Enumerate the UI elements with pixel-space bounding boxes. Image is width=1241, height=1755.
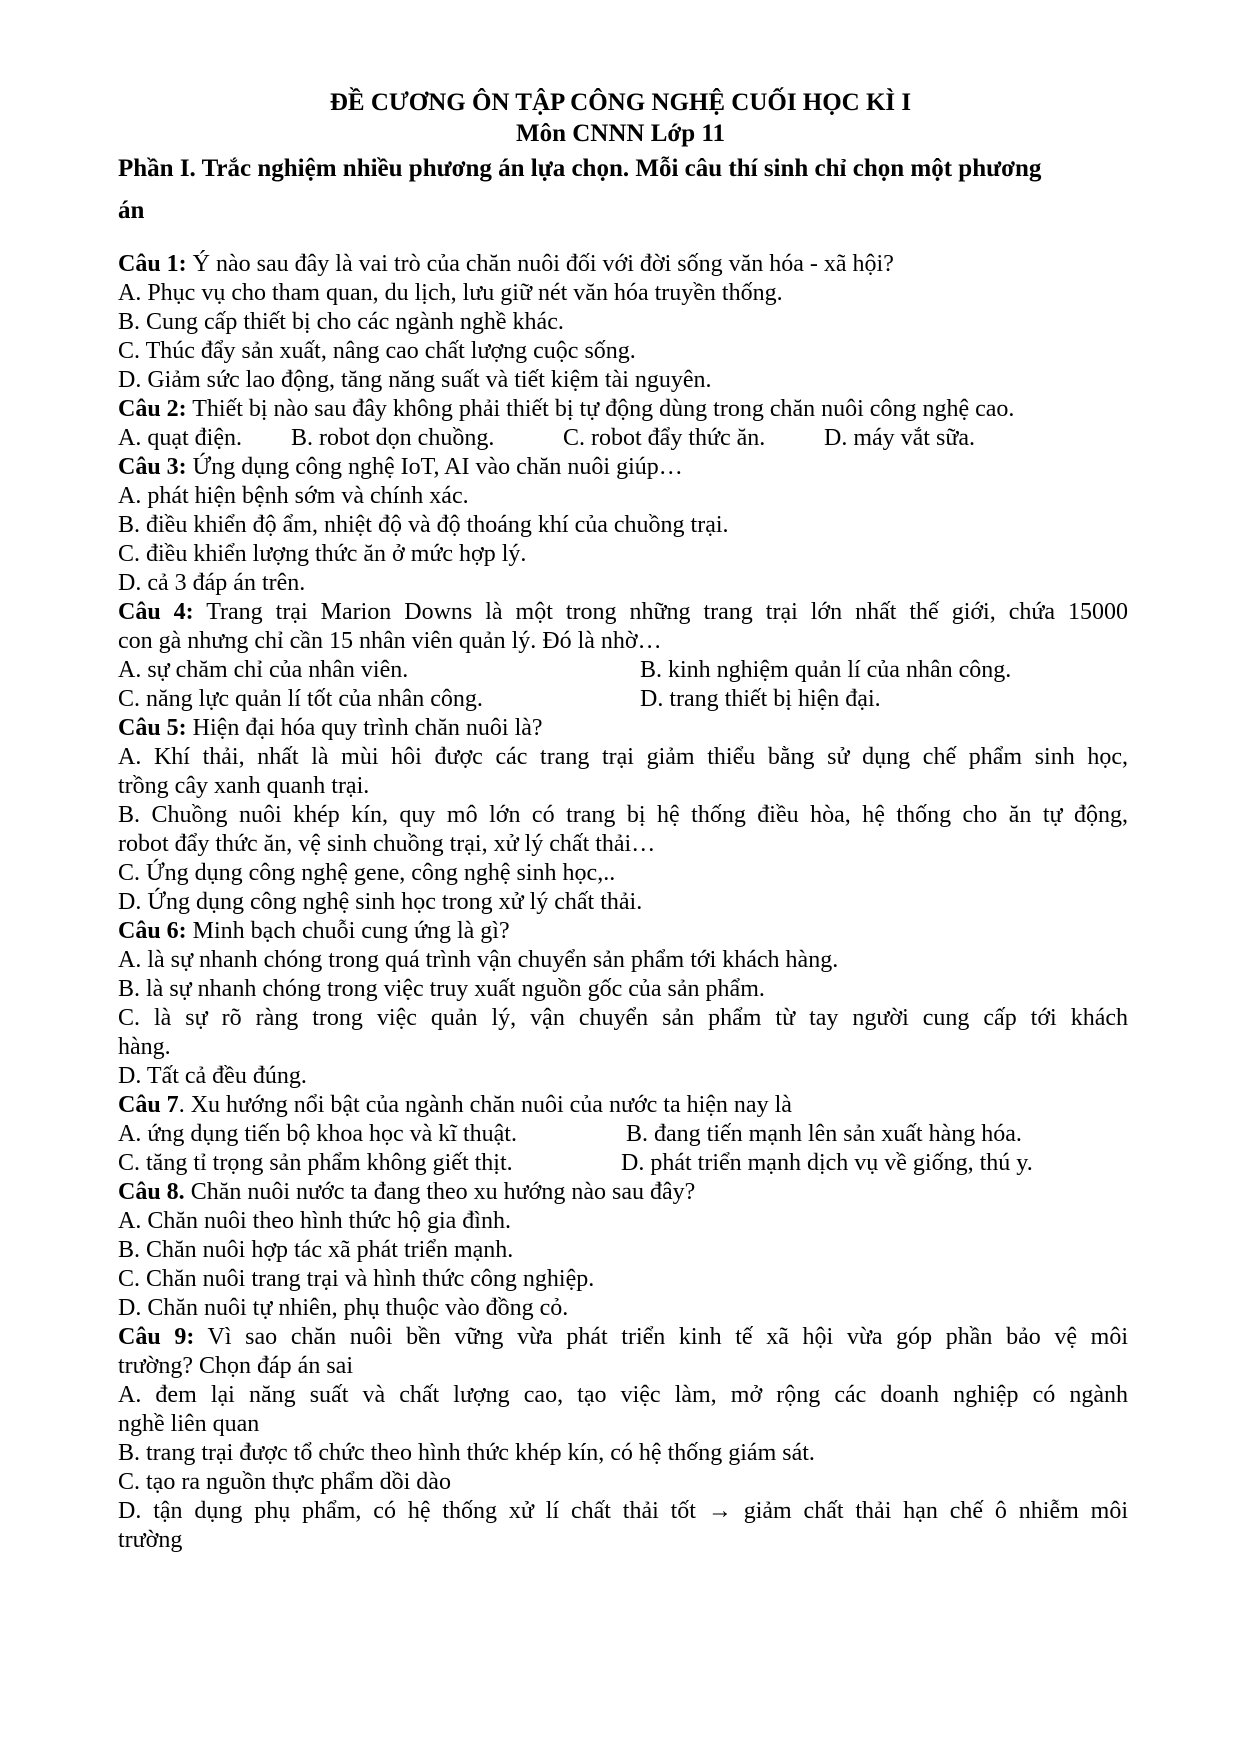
- answer-option-cont: robot đẩy thức ăn, vệ sinh chuồng trại, xử lý chất thải…: [118, 831, 656, 857]
- question-label: Câu 3:: [118, 454, 187, 480]
- answer-option: D. tận dụng phụ phẩm, có hệ thống xử lí chất thải tốt → giảm chất thải hạn chế ô nhiễm môi: [118, 1498, 1128, 1524]
- question-text: Ứng dụng công nghệ IoT, AI vào chăn nuôi giúp…: [186, 454, 683, 480]
- answer-option: B. Cung cấp thiết bị cho các ngành nghề khác.: [118, 309, 564, 335]
- answer-option: B. đang tiến mạnh lên sản xuất hàng hóa.: [626, 1121, 1022, 1147]
- answer-option: D. Tất cả đều đúng.: [118, 1063, 307, 1089]
- answer-option: C. robot đẩy thức ăn.: [563, 425, 766, 451]
- question-1: [118, 249, 1128, 279]
- answer-option: A. đem lại năng suất và chất lượng cao, tạo việc làm, mở rộng các doanh nghiệp có ngành: [118, 1382, 1128, 1408]
- question-text: . Xu hướng nổi bật của ngành chăn nuôi của nước ta hiện nay là: [178, 1092, 792, 1118]
- question-3: [118, 452, 1128, 482]
- answer-option: D. trang thiết bị hiện đại.: [640, 686, 881, 712]
- answer-option: C. năng lực quản lí tốt của nhân công.: [118, 686, 483, 712]
- answer-option: C. tạo ra nguồn thực phẩm dồi dào: [118, 1469, 451, 1495]
- question-text: Ý nào sau đây là vai trò của chăn nuôi đối với đời sống văn hóa - xã hội?: [186, 251, 894, 277]
- question-5: [118, 713, 1128, 743]
- answer-option: C. Thúc đẩy sản xuất, nâng cao chất lượng cuộc sống.: [118, 338, 636, 364]
- answer-option: D. phát triển mạnh dịch vụ về giống, thú y.: [621, 1150, 1033, 1176]
- question-7: [118, 1090, 1128, 1120]
- answer-option: A. Khí thải, nhất là mùi hôi được các trang trại giảm thiểu bằng sử dụng chế phẩm sinh học,: [118, 744, 1128, 770]
- part-heading-line2: án: [118, 197, 145, 224]
- answer-option-cont: nghề liên quan: [118, 1411, 260, 1437]
- question-label: Câu 5:: [118, 715, 187, 741]
- answer-option: B. Chăn nuôi hợp tác xã phát triển mạnh.: [118, 1237, 514, 1263]
- answer-option: A. Chăn nuôi theo hình thức hộ gia đình.: [118, 1208, 511, 1234]
- question-8: [118, 1177, 1128, 1207]
- answer-option: D. Chăn nuôi tự nhiên, phụ thuộc vào đồng cỏ.: [118, 1295, 569, 1321]
- document-subtitle: Môn CNNN Lớp 11: [515, 120, 725, 147]
- answer-option: A. phát hiện bệnh sớm và chính xác.: [118, 483, 469, 509]
- question-label: Câu 7: [118, 1092, 179, 1118]
- answer-option: B. trang trại được tổ chức theo hình thức khép kín, có hệ thống giám sát.: [118, 1440, 815, 1466]
- question-text: Thiết bị nào sau đây không phải thiết bị tự động dùng trong chăn nuôi công nghệ cao.: [186, 396, 1015, 422]
- question-label: Câu 4:: [118, 599, 194, 625]
- question-label: Câu 1:: [118, 251, 187, 277]
- answer-option-cont: trường: [118, 1527, 183, 1553]
- answer-option: B. điều khiển độ ẩm, nhiệt độ và độ thoáng khí của chuồng trại.: [118, 512, 729, 538]
- question-text: Vì sao chăn nuôi bền vững vừa phát triển kinh tế xã hội vừa góp phần bảo vệ môi: [194, 1324, 1129, 1350]
- answer-option: D. Giảm sức lao động, tăng năng suất và tiết kiệm tài nguyên.: [118, 367, 712, 393]
- answer-option: C. Ứng dụng công nghệ gene, công nghệ sinh học,..: [118, 860, 616, 886]
- part-heading-line1: Phần I. Trắc nghiệm nhiều phương án lựa chọn. Mỗi câu thí sinh chỉ chọn một phương: [118, 155, 1042, 182]
- answer-option: B. là sự nhanh chóng trong việc truy xuất nguồn gốc của sản phẩm.: [118, 976, 765, 1002]
- answer-option-cont: trồng cây xanh quanh trại.: [118, 773, 370, 799]
- answer-option: D. máy vắt sữa.: [824, 425, 975, 451]
- question-label: Câu 8.: [118, 1179, 185, 1205]
- question-6: [118, 916, 1128, 946]
- answer-option: A. Phục vụ cho tham quan, du lịch, lưu giữ nét văn hóa truyền thống.: [118, 280, 783, 306]
- answer-option: A. quạt điện.: [118, 425, 242, 451]
- answer-option: B. Chuồng nuôi khép kín, quy mô lớn có trang bị hệ thống điều hòa, hệ thống cho ăn tự động,: [118, 802, 1128, 828]
- question-9: [118, 1322, 1128, 1352]
- answer-option: A. là sự nhanh chóng trong quá trình vận chuyển sản phẩm tới khách hàng.: [118, 947, 839, 973]
- answer-option: C. Chăn nuôi trang trại và hình thức công nghiệp.: [118, 1266, 595, 1292]
- answer-option: B. robot dọn chuồng.: [291, 425, 495, 451]
- document-title: ĐỀ CƯƠNG ÔN TẬP CÔNG NGHỆ CUỐI HỌC KÌ I: [329, 89, 912, 116]
- question-label: Câu 6:: [118, 918, 187, 944]
- question-4: [118, 597, 1128, 627]
- question-text-cont: con gà nhưng chỉ cần 15 nhân viên quản lý. Đó là nhờ…: [118, 628, 662, 654]
- answer-option: C. là sự rõ ràng trong việc quản lý, vận chuyển sản phẩm từ tay người cung cấp tới khách: [118, 1005, 1128, 1031]
- question-2: [118, 394, 1128, 424]
- answer-option-cont: hàng.: [118, 1034, 171, 1060]
- answer-option: D. Ứng dụng công nghệ sinh học trong xử lý chất thải.: [118, 889, 643, 915]
- question-text: Trang trại Marion Downs là một trong những trang trại lớn nhất thế giới, chứa 15000: [193, 599, 1128, 625]
- answer-option: A. ứng dụng tiến bộ khoa học và kĩ thuật.: [118, 1121, 517, 1147]
- answer-option: D. cả 3 đáp án trên.: [118, 570, 306, 596]
- question-text: Minh bạch chuỗi cung ứng là gì?: [186, 918, 510, 944]
- question-text: Hiện đại hóa quy trình chăn nuôi là?: [186, 715, 543, 741]
- answer-option: B. kinh nghiệm quản lí của nhân công.: [640, 657, 1012, 683]
- answer-option: C. tăng tỉ trọng sản phẩm không giết thịt.: [118, 1150, 513, 1176]
- question-label: Câu 9:: [118, 1324, 195, 1350]
- question-text-cont: trường? Chọn đáp án sai: [118, 1353, 353, 1379]
- answer-option: A. sự chăm chỉ của nhân viên.: [118, 657, 409, 683]
- question-label: Câu 2:: [118, 396, 187, 422]
- question-text: Chăn nuôi nước ta đang theo xu hướng nào sau đây?: [184, 1179, 696, 1205]
- answer-option: C. điều khiển lượng thức ăn ở mức hợp lý.: [118, 541, 527, 567]
